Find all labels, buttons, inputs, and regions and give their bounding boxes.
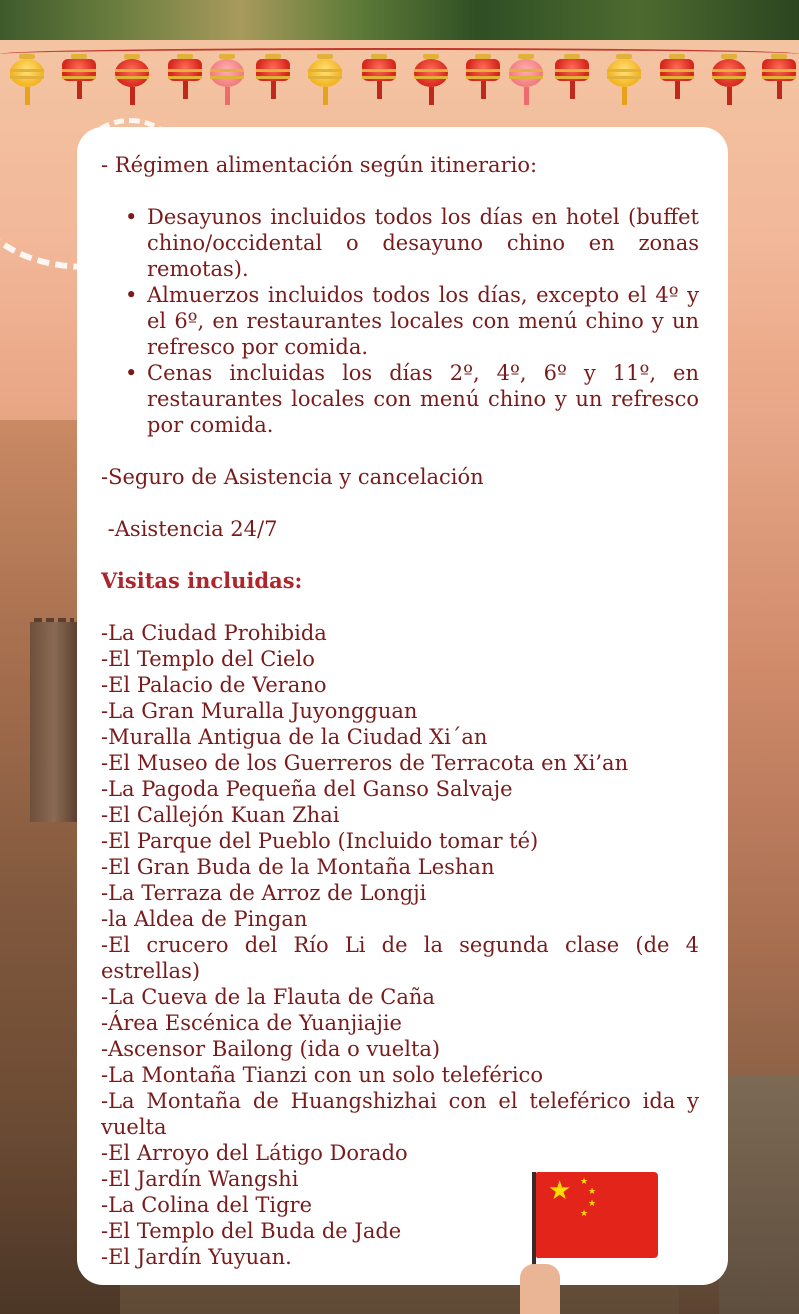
chinese-lantern-icon [466,54,500,99]
great-wall-segment [719,1075,799,1314]
list-item: -La Montaña de Huangshizhai con el teleférico ida y vuelta [101,1089,699,1139]
list-item: -Ascensor Bailong (ida o vuelta) [101,1037,441,1061]
list-item: -El Jardín Wangshi [101,1167,299,1191]
chinese-lantern-icon [10,54,44,105]
itinerary-text [101,152,699,1270]
list-item: -El crucero del Río Li de la segunda clase (de 4 estrellas) [101,933,699,983]
star-icon: ★ [588,1199,597,1209]
chinese-lantern-icon [210,54,244,105]
list-item: -Área Escénica de Yuanjiajie [101,1011,402,1035]
star-icon: ★ [580,1177,589,1187]
star-icon: ★ [588,1187,597,1197]
lantern-garland [0,50,799,125]
assistance-text: -Asistencia 24/7 [101,517,278,541]
insurance-text: -Seguro de Asistencia y cancelación [101,465,484,489]
list-item: -El Gran Buda de la Montaña Leshan [101,855,495,879]
star-icon: ★ [580,1209,589,1219]
chinese-lantern-icon [762,54,796,99]
chinese-lantern-icon [168,54,202,99]
diet-item-breakfast: • Desayunos incluidos todos los días en hotel (buffet chino/occidental o desayuno chino en zonas remotas). [123,204,699,282]
chinese-lantern-icon [555,54,589,99]
list-item: -El Callejón Kuan Zhai [101,803,340,827]
diet-item-lunch: • Almuerzos incluidos todos los días, excepto el 4º y el 6º, en restaurantes locales con menú chino y un refresco por comida. [123,282,699,360]
list-item: -El Templo del Cielo [101,647,315,671]
visits-heading: Visitas incluidas: [101,568,303,593]
chinese-lantern-icon [607,54,641,105]
list-item: -El Templo del Buda de Jade [101,1219,402,1243]
list-item: -El Arroyo del Látigo Dorado [101,1141,408,1165]
list-item: -La Gran Muralla Juyongguan [101,699,418,723]
hand-icon [520,1264,560,1314]
star-icon: ★ [548,1176,572,1206]
diet-list [101,204,699,438]
list-item: -La Pagoda Pequeña del Ganso Salvaje [101,777,513,801]
list-item: -La Ciudad Prohibida [101,621,327,645]
list-item: -La Cueva de la Flauta de Caña [101,985,435,1009]
chinese-lantern-icon [660,54,694,99]
chinese-lantern-icon [509,54,543,105]
chinese-lantern-icon [308,54,342,105]
list-item: -El Palacio de Verano [101,673,327,697]
list-item: -El Parque del Pueblo (Incluido tomar té) [101,829,539,853]
list-item: -Muralla Antigua de la Ciudad Xi´an [101,725,488,749]
diet-heading: - Régimen alimentación según itinerario: [101,153,538,177]
chinese-lantern-icon [712,54,746,105]
landscape-photo-strip [0,0,799,40]
chinese-lantern-icon [414,54,448,105]
diet-item-dinner: • Cenas incluidas los días 2º, 4º, 6º y 11º, en restaurantes locales con menú chino y un refresco por comida. [123,360,699,438]
list-item: -La Montaña Tianzi con un solo teleférico [101,1063,543,1087]
list-item: -la Aldea de Pingan [101,907,308,931]
chinese-lantern-icon [115,54,149,105]
flag-cloth [536,1172,658,1258]
chinese-lantern-icon [362,54,396,99]
list-item: -La Colina del Tigre [101,1193,312,1217]
chinese-lantern-icon [62,54,96,99]
list-item: -El Jardín Yuyuan. [101,1245,292,1269]
china-flag-icon [520,1168,670,1314]
list-item: -El Museo de los Guerreros de Terracota en Xi’an [101,751,629,775]
great-wall-tower [30,622,78,822]
list-item: -La Terraza de Arroz de Longji [101,881,427,905]
chinese-lantern-icon [256,54,290,99]
